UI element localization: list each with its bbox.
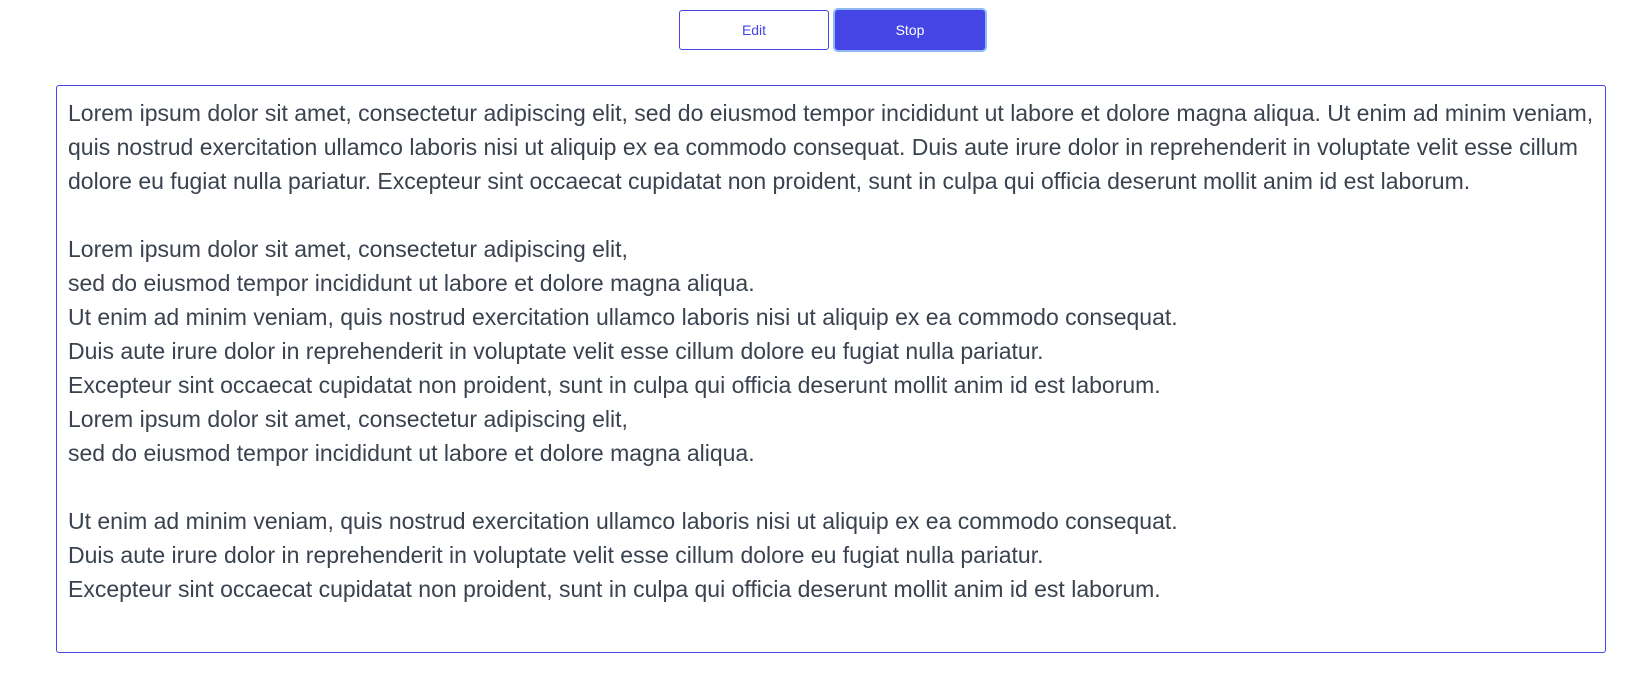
editor-line: Duis aute irure dolor in reprehenderit in voluptate velit esse cillum dolore eu fugiat nulla pariatur. [68,542,1044,568]
editor-line: sed do eiusmod tempor incididunt ut labore et dolore magna aliqua. [68,440,755,466]
text-editor[interactable] [56,85,1606,653]
editor-line: Lorem ipsum dolor sit amet, consectetur adipiscing elit, [68,236,628,262]
toolbar [679,10,985,50]
editor-line: sed do eiusmod tempor incididunt ut labore et dolore magna aliqua. [68,270,755,296]
editor-paragraph: Lorem ipsum dolor sit amet, consectetur adipiscing elit, sed do eiusmod tempor incididunt ut labore et dolore magna aliqua. Ut enim ad minim veniam, quis nostrud exercitation ullamco laboris nisi ut aliquip ex ea commodo consequat. Duis aute irure dolor in reprehenderit in voluptate velit esse cillum dolore eu fugiat nulla pariatur. Excepteur sint occaecat cupidatat non proident, sunt in culpa qui officia deserunt mollit anim id est laborum. [68,100,1594,194]
blank-line [68,198,1595,232]
edit-button[interactable]: Edit [679,10,829,50]
editor-line: Excepteur sint occaecat cupidatat non proident, sunt in culpa qui officia deserunt mollit anim id est laborum. [68,372,1161,398]
blank-line [68,470,1595,504]
editor-line: Excepteur sint occaecat cupidatat non proident, sunt in culpa qui officia deserunt mollit anim id est laborum. [68,576,1161,602]
editor-line: Ut enim ad minim veniam, quis nostrud exercitation ullamco laboris nisi ut aliquip ex ea commodo consequat. [68,508,1178,534]
editor-line: Lorem ipsum dolor sit amet, consectetur adipiscing elit, [68,406,628,432]
editor-line: Duis aute irure dolor in reprehenderit in voluptate velit esse cillum dolore eu fugiat nulla pariatur. [68,338,1044,364]
editor-line: Ut enim ad minim veniam, quis nostrud exercitation ullamco laboris nisi ut aliquip ex ea commodo consequat. [68,304,1178,330]
stop-button[interactable]: Stop [835,10,985,50]
